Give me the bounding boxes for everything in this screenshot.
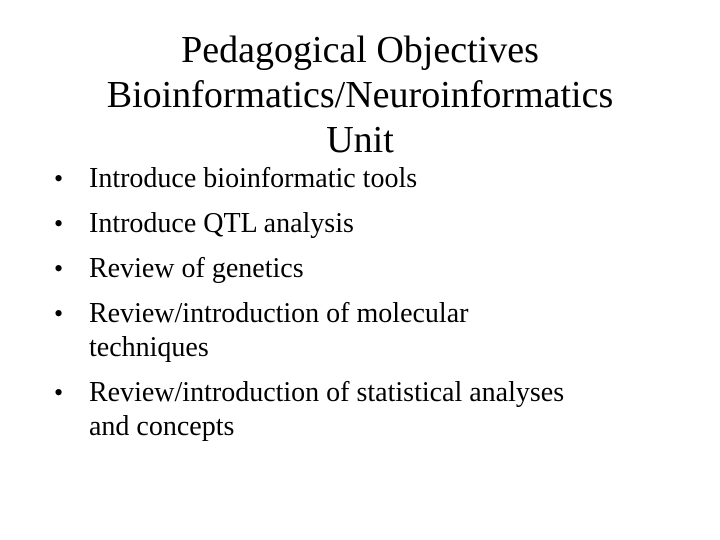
title-line: Bioinformatics/Neuroinformatics bbox=[106, 74, 614, 116]
bullet-text: Introduce bioinformatic tools bbox=[89, 163, 418, 194]
bullet-text: Review/introduction of statistical analyses bbox=[89, 377, 565, 408]
bullet-item bbox=[54, 207, 684, 241]
bullet-icon: • bbox=[54, 209, 64, 238]
slide-title bbox=[40, 28, 680, 163]
bullet-text-continued: techniques bbox=[89, 332, 209, 363]
bullet-list bbox=[54, 162, 684, 455]
bullet-icon: • bbox=[54, 299, 64, 328]
bullet-item bbox=[54, 252, 684, 286]
bullet-item bbox=[54, 162, 684, 196]
bullet-icon: • bbox=[54, 164, 64, 193]
bullet-text: Introduce QTL analysis bbox=[89, 208, 354, 239]
title-line: Unit bbox=[326, 119, 394, 161]
bullet-text-continued: and concepts bbox=[89, 411, 235, 442]
bullet-text: Review of genetics bbox=[89, 253, 304, 284]
bullet-icon: • bbox=[54, 378, 64, 407]
bullet-item bbox=[54, 376, 684, 444]
bullet-item bbox=[54, 297, 684, 365]
bullet-text: Review/introduction of molecular bbox=[89, 298, 469, 329]
title-line: Pedagogical Objectives bbox=[181, 29, 539, 71]
bullet-icon: • bbox=[54, 254, 64, 283]
